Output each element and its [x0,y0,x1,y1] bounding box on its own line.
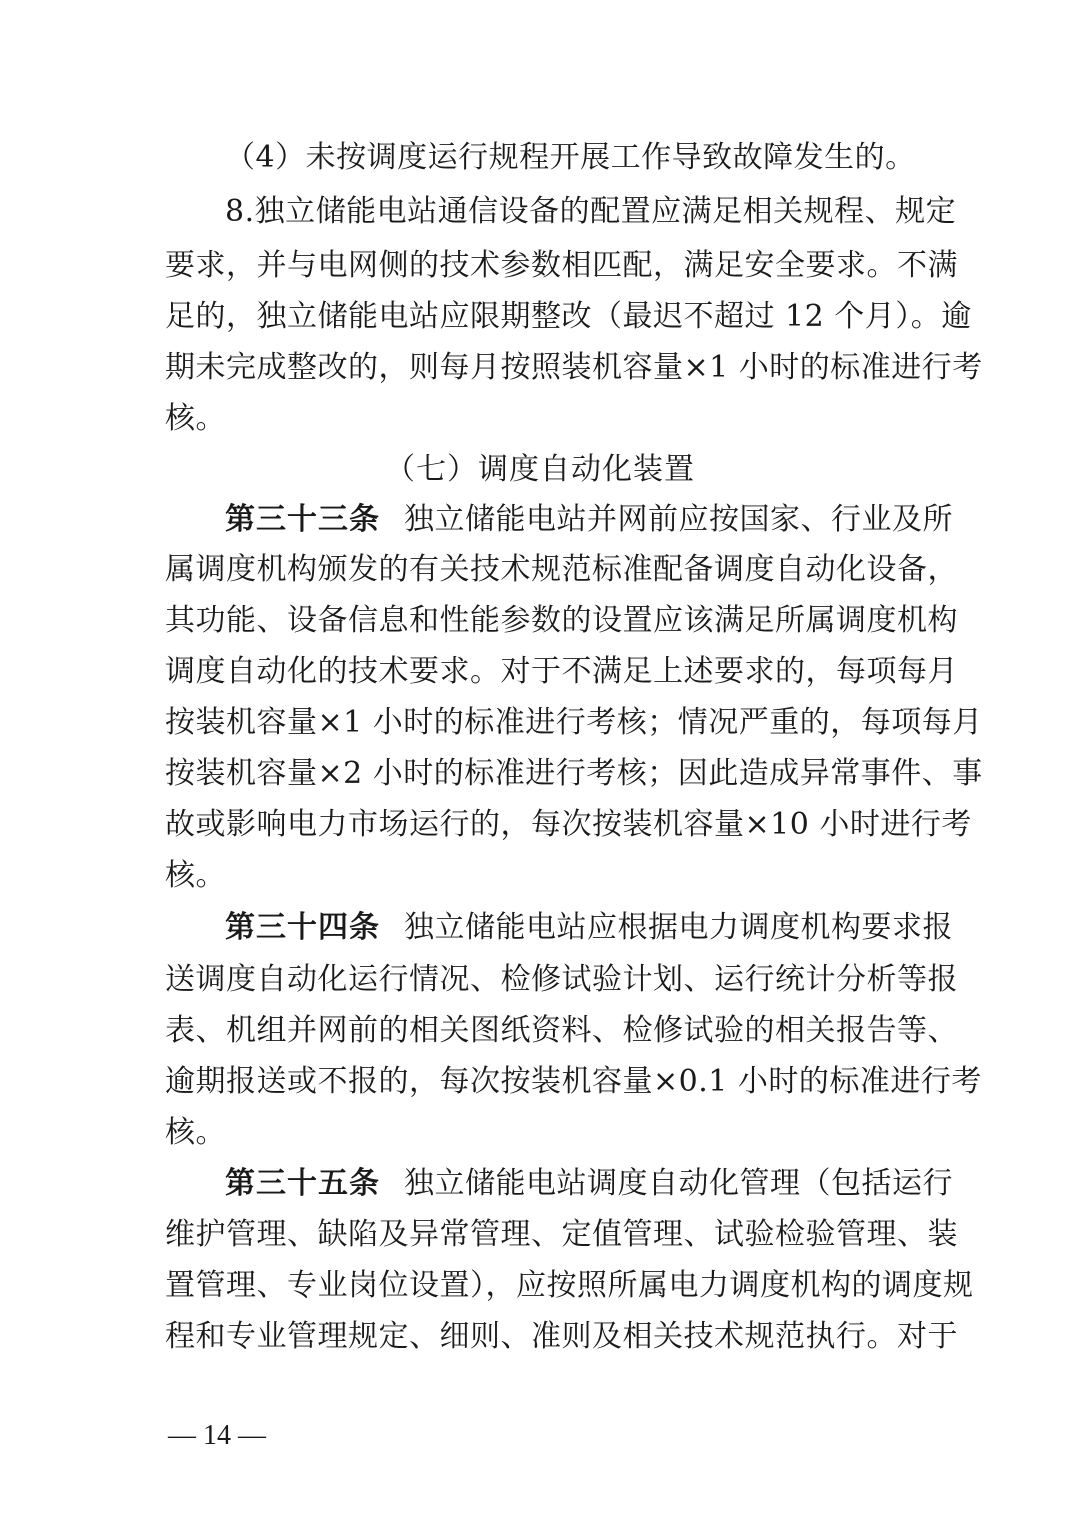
article-33-label: 第三十三条 [225,502,380,537]
paragraph-line: 核。 [165,401,226,436]
paragraph-line: 置管理、专业岗位设置），应按照所属电力调度机构的调度规 [165,1268,974,1303]
section-heading: （七）调度自动化装置 [385,452,695,487]
paragraph-text: 独立储能电站调度自动化管理（包括运行 [404,1166,953,1201]
paragraph-line: （4）未按调度运行规程开展工作导致故障发生的。 [225,140,916,175]
paragraph-line: 逾期报送或不报的，每次按装机容量×0.1 小时的标准进行考 [165,1064,982,1099]
paragraph-line: 送调度自动化运行情况、检修试验计划、运行统计分析等报 [165,962,958,997]
paragraph-line: 期未完成整改的，则每月按照装机容量×1 小时的标准进行考 [165,350,983,385]
paragraph-line: 核。 [165,858,226,893]
paragraph-line: 表、机组并网前的相关图纸资料、检修试验的相关报告等、 [165,1013,958,1048]
paragraph-line: 8.独立储能电站通信设备的配置应满足相关规程、规定 [225,194,957,229]
paragraph-line: 程和专业管理规定、细则、准则及相关技术规范执行。对于 [165,1319,958,1354]
article-33-first-line [225,500,953,540]
paragraph-line: 属调度机构颁发的有关技术规范标准配备调度自动化设备， [165,552,958,587]
paragraph-line: 足的，独立储能电站应限期整改（最迟不超过 12 个月）。逾 [165,299,972,334]
paragraph-line: 按装机容量×2 小时的标准进行考核；因此造成异常事件、事 [165,756,983,791]
paragraph-line: 其功能、设备信息和性能参数的设置应该满足所属调度机构 [165,603,958,638]
article-35-label: 第三十五条 [225,1166,380,1201]
paragraph-line: 按装机容量×1 小时的标准进行考核；情况严重的，每项每月 [165,705,983,740]
paragraph-line: 核。 [165,1115,226,1150]
paragraph-line: 要求，并与电网侧的技术参数相匹配，满足安全要求。不满 [165,248,958,283]
article-35-first-line [225,1164,953,1204]
paragraph-line: 维护管理、缺陷及异常管理、定值管理、试验检验管理、装 [165,1217,958,1252]
article-34-label: 第三十四条 [225,910,380,945]
paragraph-line: 调度自动化的技术要求。对于不满足上述要求的，每项每月 [165,654,958,689]
paragraph-line: 故或影响电力市场运行的，每次按装机容量×10 小时进行考 [165,807,972,842]
article-34-first-line [225,908,953,948]
paragraph-text: 独立储能电站应根据电力调度机构要求报 [404,910,953,945]
page-number: — 14 — [168,1420,266,1451]
paragraph-text: 独立储能电站并网前应按国家、行业及所 [404,502,953,537]
